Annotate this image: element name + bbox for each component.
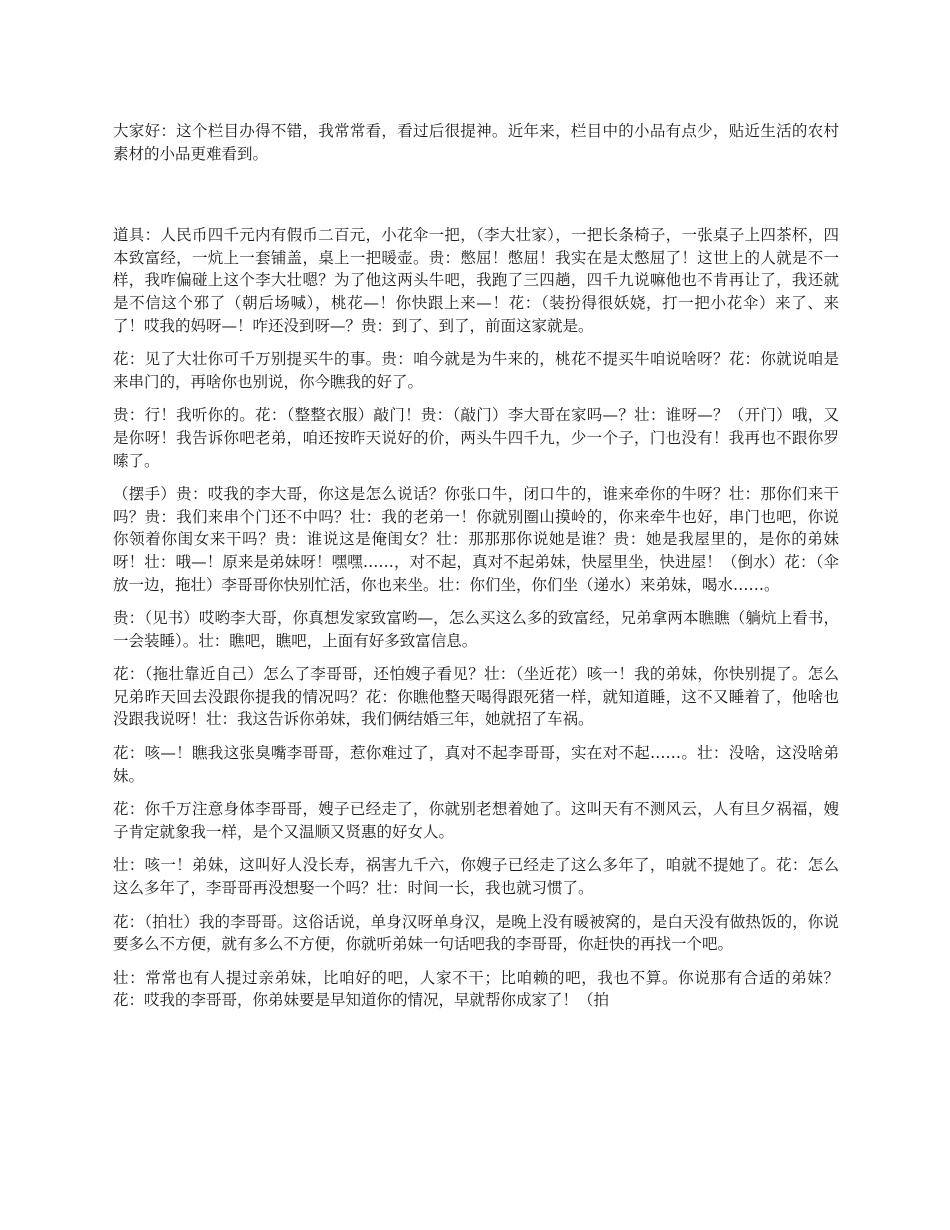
script-paragraph: 花：（拍壮）我的李哥哥。这俗话说，单身汉呀单身汉，是晚上没有暖被窝的，是白天没有做热饭的，你说要多么不方便，就有多么不方便，你就听弟妹一句话吧我的李哥哥，你赶快的再找一个吧。 [113, 912, 839, 954]
script-paragraph-props: 道具：人民币四千元内有假币二百元，小花伞一把，（李大壮家），一把长条椅子，一张桌子上四茶杯，四本致富经，一炕上一套铺盖，桌上一把暖壶。贵：憋屈！憋屈！我实在是太憋屈了！这世上的人就是不一样，我咋偏碰上这个李大壮嗯？为了他这两头牛吧，我跑了三四趟，四千九说嘛他也不肯再让了，我还就是不信这个邪了（朝后场喊），桃花—！你快跟上来—！花：（装扮得很妖娆，打一把小花伞）来了、来了！哎我的妈呀—！咋还没到呀—？贵：到了、到了，前面这家就是。 [113, 226, 839, 335]
script-paragraph: 花：见了大壮你可千万别提买牛的事。贵：咱今就是为牛来的，桃花不提买牛咱说啥呀？花：你就说咱是来串门的，再啥你也别说，你今瞧我的好了。 [113, 350, 839, 391]
script-paragraph: 贵：（见书）哎哟李大哥，你真想发家致富哟—，怎么买这么多的致富经，兄弟拿两本瞧瞧（躺炕上看书，一会装睡）。壮：瞧吧，瞧吧，上面有好多致富信息。 [113, 609, 839, 650]
script-paragraph: 花：（拖壮靠近自己）怎么了李哥哥，还怕嫂子看见？壮：（坐近花）咳一！我的弟妹，你快别提了。怎么兄弟昨天回去没跟你提我的情况吗？花：你瞧他整天喝得跟死猪一样，就知道睡，这不又睡着了，他啥也没跟我说呀！壮：我这告诉你弟妹，我们俩结婚三年，她就招了车祸。 [113, 665, 839, 729]
intro-paragraph: 大家好：这个栏目办得不错，我常常看，看过后很提神。近年来，栏目中的小品有点少，贴近生活的农村素材的小品更难看到。 [113, 122, 839, 163]
script-paragraph-last: 壮：常常也有人提过亲弟妹，比咱好的吧，人家不干；比咱赖的吧，我也不算。你说那有合适的弟妹？花：哎我的李哥哥，你弟妹要是早知道你的情况，早就帮你成家了！（拍 [113, 968, 839, 1010]
script-paragraph: 贵：行！我听你的。花：（整整衣服）敲门！贵：（敲门）李大哥在家吗—？壮：谁呀—？（开门）哦，又是你呀！我告诉你吧老弟，咱还按昨天说好的价，两头牛四千九，少一个子，门也没有！我再也不跟你罗嗦了。 [113, 406, 839, 470]
script-paragraph: 花：咳—！瞧我这张臭嘴李哥哥，惹你难过了，真对不起李哥哥，实在对不起……。壮：没啥，这没啥弟妹。 [113, 744, 839, 785]
script-paragraph: 花：你千万注意身体李哥哥，嫂子已经走了，你就别老想着她了。这叫天有不测风云，人有旦夕祸福，嫂子肯定就象我一样，是个又温顺又贤惠的好女人。 [113, 800, 839, 841]
document-page [113, 120, 839, 1023]
script-paragraph: 壮：咳一！弟妹，这叫好人没长寿，祸害九千六，你嫂子已经走了这么多年了，咱就不提她了。花：怎么这么多年了，李哥哥再没想娶一个吗？壮：时间一长，我也就习惯了。 [113, 856, 839, 898]
script-paragraph: （摆手）贵：哎我的李大哥，你这是怎么说话？你张口牛，闭口牛的，谁来牵你的牛呀？壮：那你们来干吗？贵：我们来串个门还不中吗？壮：我的老弟一！你就别圈山摸岭的，你来牵牛也好，串门也吧，你说你领着你闺女来干吗？贵：谁说这是俺闺女？壮：那那那你说她是谁？贵：她是我屋里的，是你的弟妹呀！壮：哦—！原来是弟妹呀！嘿嘿……，对不起，真对不起弟妹，快屋里坐，快进屋！（倒水）花：（伞放一边，拖壮）李哥哥你快别忙活，你也来坐。壮：你们坐，你们坐（递水）来弟妹，喝水……。 [113, 485, 839, 594]
